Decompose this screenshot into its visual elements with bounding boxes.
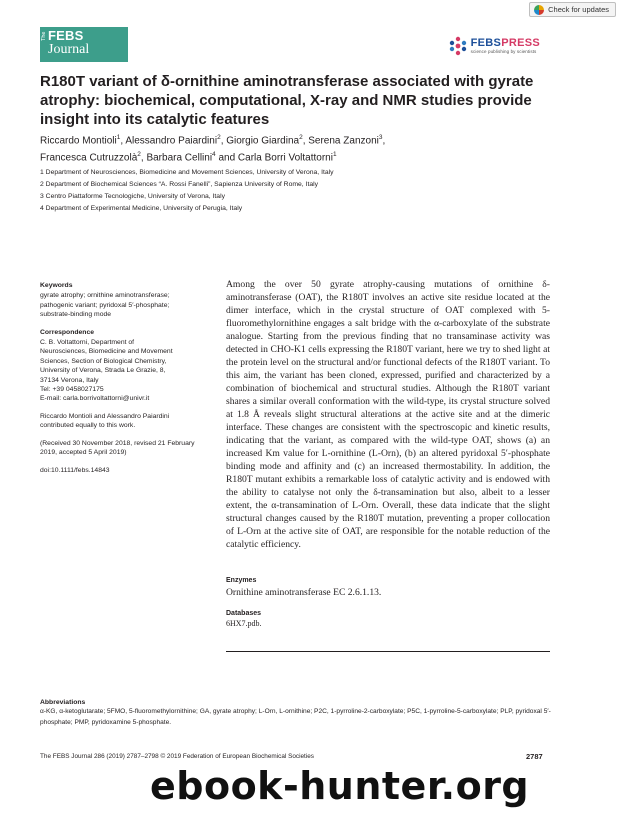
abbreviations-section: [40, 698, 555, 728]
journal-logo-febs: FEBS: [48, 28, 84, 43]
enzymes-text: Ornithine aminotransferase EC 2.6.1.13.: [226, 587, 382, 598]
doi-link[interactable]: doi:10.1111/febs.14843: [40, 466, 110, 474]
correspondence-line: C. B. Voltattorni, Department of: [40, 339, 135, 347]
equal-contribution-note: Riccardo Montioli and Alessandro Paiardini contributed equally to this work.: [40, 412, 170, 430]
article-title: R180T variant of δ-ornithine aminotransferase associated with gyrate atrophy: biochemical, computational, X-ray and NMR studies provide insight into its catalytic features: [40, 73, 534, 128]
databases-heading: Databases: [226, 610, 262, 617]
journal-logo-the: The: [41, 31, 47, 41]
author-affiliation-mark: 2: [217, 134, 221, 141]
keywords-text: gyrate atrophy; ornithine aminotransferase; pathogenic variant; pyridoxal 5′-phosphate; substrate-binding mode: [40, 292, 170, 319]
enzymes-heading: Enzymes: [226, 577, 257, 584]
author-name: Giorgio Giardina: [226, 135, 300, 147]
journal-logo: [40, 27, 128, 62]
correspondence-line: Sciences, Section of Biological Chemistry,: [40, 357, 167, 365]
watermark: ebook-hunter.org: [150, 764, 530, 808]
febs-press-tagline: science publishing by scientists: [470, 49, 537, 54]
author-affiliation-mark: 4: [212, 151, 216, 159]
author-affiliation-mark: 1: [116, 134, 121, 141]
author-name: Riccardo Montioli: [40, 135, 117, 147]
affiliation-2: 2 Department of Biochemical Sciences “A. Rossi Fanelli”, Sapienza University of Rome, Italy: [40, 181, 319, 188]
databases-text: 6HX7.pdb.: [226, 619, 262, 628]
affiliations: [40, 167, 540, 215]
enzymes-section: [226, 577, 550, 598]
crossmark-icon: [534, 5, 544, 15]
affiliation-1: 1 Department of Neurosciences, Biomedicine and Movement Sciences, University of Verona, Italy: [40, 169, 334, 176]
author-name: Alessandro Paiardini: [125, 135, 218, 147]
author-name: Carla Borri Voltattorni: [237, 152, 333, 164]
correspondence-line: University of Verona, Strada Le Grazie, 8,: [40, 367, 166, 375]
check-for-updates-badge[interactable]: [529, 2, 616, 17]
author-name: Francesca Cutruzzolà: [40, 152, 138, 164]
febs-press-dots-icon: [448, 36, 468, 56]
febs-press-name: FEBSPRESS: [470, 37, 540, 49]
correspondence-heading: Correspondence: [40, 328, 95, 336]
abbreviations-heading: Abbreviations: [40, 699, 86, 706]
correspondence-email[interactable]: E-mail: carla.borrivoltattorni@univr.it: [40, 395, 150, 403]
author-name: Serena Zanzoni: [308, 135, 379, 147]
author-name: Barbara Cellini: [146, 152, 213, 164]
correspondence-line: 37134 Verona, Italy: [40, 376, 99, 384]
article-sidebar: [40, 281, 200, 483]
affiliation-3: 3 Centro Piattaforme Tecnologiche, University of Verona, Italy: [40, 193, 225, 200]
check-updates-label: Check for updates: [548, 5, 609, 14]
correspondence-line: Tel: +39 0458027175: [40, 386, 104, 394]
page-footer: The FEBS Journal 286 (2019) 2787–2798 © 2019 Federation of European Biochemical Societies: [40, 753, 314, 760]
affiliation-4: 4 Department of Experimental Medicine, University of Perugia, Italy: [40, 205, 243, 212]
received-dates: (Received 30 November 2018, revised 21 February 2019, accepted 5 April 2019): [40, 439, 195, 457]
databases-section: [226, 610, 550, 628]
author-affiliation-mark: 2: [299, 134, 303, 141]
abstract-text: Among the over 50 gyrate atrophy-causing mutations of ornithine δ-aminotransferase (OAT), the R180T involves an active site residue located at the dimer interface, which in the crystal structure of OAT complexed with 5-fluoromethylornithine engages a salt bridge with the α-carboxylate of the substrate analogue. Starting from the previous finding that no transaminase activity was detected in CHO-K1 cells expressing the R180T variant, here we try to shed light at the protein level on the structural and/or functional defects of the R180T variant. To this aim, the variant has been cloned, expressed, purified and characterized by a combination of biochemical and structural studies. Although the R180T variant shares a similar overall conformation with the wild-type, its crystal structure solved at 1.8 Å reveals slight structural alterations at the active site and at the dimeric interface. These changes are consistent with the spectroscopic and kinetic results, indicating that the variant, as compared with the wild-type OAT, shows (a) an increased Km value for L-ornithine (L-Orn), (b) an altered pyridoxal 5′-phosphate binding mode and affinity and (c) an increased thermostability. In addition, the R180T mutant exhibits a remarkable loss of catalytic activity and is endowed with the ability to catalyse not only the δ-transamination but also, albeit to a lesser extent, the α-transamination of L-Orn. Overall, these data indicate that the slight structural changes caused by the R180T mutation, preventing a proper collocation of L-Orn at the active site of OAT, are responsible for the notable reduction of the catalytic efficiency.: [226, 279, 550, 550]
keywords-heading: Keywords: [40, 282, 73, 289]
febs-press-logo: [448, 36, 540, 56]
author-affiliation-mark: 2: [137, 151, 141, 159]
section-divider: [226, 651, 550, 652]
page-number: 2787: [526, 752, 543, 761]
author-affiliation-mark: 1: [332, 151, 337, 159]
correspondence-line: Neurosciences, Biomedicine and Movement: [40, 348, 173, 356]
author-list: Riccardo Montioli$^1$, Alessandro Paiardini$^2$, Giorgio Giardina$^2$, Serena Zanzoni$^3$, Francesca Cutruzzolà$^2$, Barbara Cellini$^4$ and Carla Borri Voltattorni$^1$: [40, 134, 386, 164]
abbreviations-text: α-KG, α-ketoglutarate; 5FMO, 5-fluoromethylornithine; GA, gyrate atrophy; L-Orn, L-ornithine; P2C, 1-pyrroline-2-carboxylate; P5C, 1-pyrroline-5-carboxylate; PLP, pyridoxal 5′-phosphate; PMP, pyridoxamine 5-phosphate.: [40, 708, 551, 726]
author-affiliation-mark: 3: [378, 134, 383, 141]
journal-logo-journal: Journal: [48, 42, 90, 57]
